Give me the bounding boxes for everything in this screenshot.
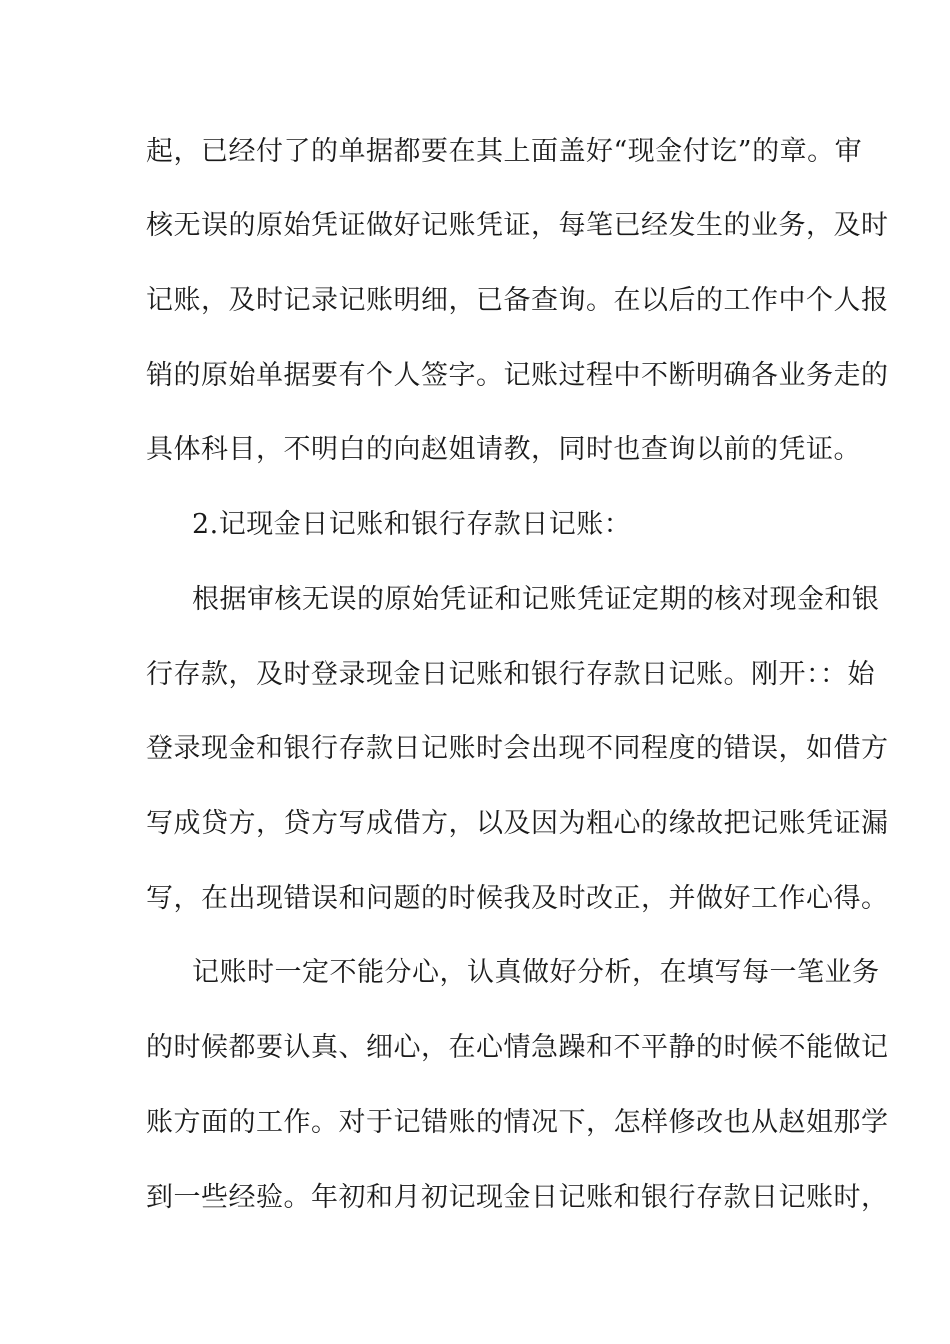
text-line: 写成贷方，贷方写成借方，以及因为粗心的缘故把记账凭证漏: [146, 808, 889, 839]
text-line: 到一些经验。年初和月初记现金日记账和银行存款日记账时，: [146, 1182, 889, 1213]
text-line: 记账时一定不能分心，认真做好分析，在填写每一笔业务: [192, 957, 880, 988]
text-line: 写，在出现错误和问题的时候我及时改正，并做好工作心得。: [146, 883, 889, 914]
text-line: 销的原始单据要有个人签字。记账过程中不断明确各业务走的: [146, 360, 889, 391]
text-line: 行存款，及时登录现金日记账和银行存款日记账。刚开：：始: [146, 659, 875, 690]
text-line: 账方面的工作。对于记错账的情况下，怎样修改也从赵姐那学: [146, 1107, 889, 1138]
text-line: 登录现金和银行存款日记账时会出现不同程度的错误，如借方: [146, 733, 889, 764]
text-line: 根据审核无误的原始凭证和记账凭证定期的核对现金和银: [192, 584, 880, 615]
text-line: 的时候都要认真、细心，在心情急躁和不平静的时候不能做记: [146, 1032, 889, 1063]
text-line: 核无误的原始凭证做好记账凭证，每笔已经发生的业务，及时: [146, 210, 889, 241]
text-line: 记账，及时记录记账明细，已备查询。在以后的工作中个人报: [146, 285, 889, 316]
text-line: 具体科目，不明白的向赵姐请教，同时也查询以前的凭证。: [146, 434, 861, 465]
text-line: 起，已经付了的单据都要在其上面盖好“现金付讫”的章。审: [146, 136, 863, 167]
section-heading: 2.记现金日记账和银行存款日记账：: [192, 509, 632, 540]
